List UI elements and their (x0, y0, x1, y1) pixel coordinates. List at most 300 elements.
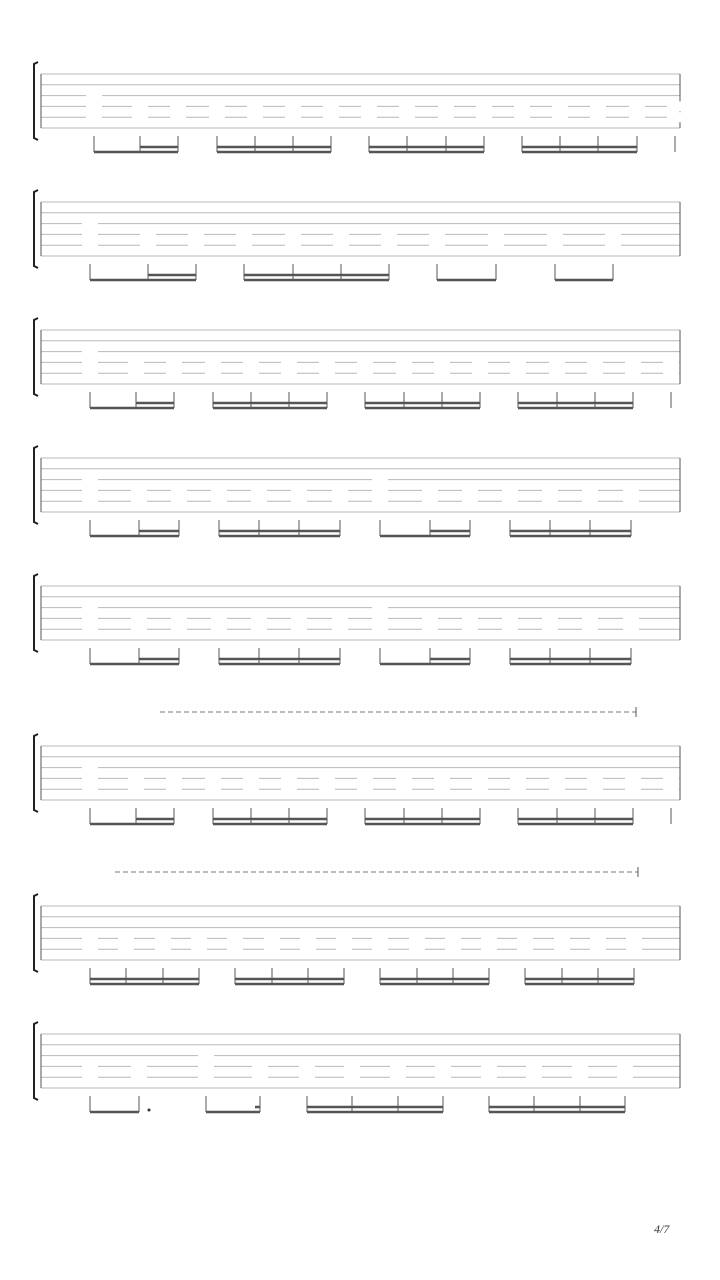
page-number: 4/7 (654, 1222, 670, 1236)
fret-bg (429, 229, 445, 239)
chord (205, 773, 221, 824)
fret-bg (188, 240, 204, 250)
chord (323, 101, 339, 152)
fret-bg (372, 624, 388, 634)
chord (336, 933, 352, 984)
fret-bg (82, 1072, 98, 1082)
chord (82, 219, 98, 280)
fret-bg (118, 944, 134, 954)
fret-bg (252, 1061, 268, 1071)
fret-bg (82, 784, 98, 794)
chord (171, 613, 187, 664)
fret-bg (299, 1072, 315, 1082)
fret-bg (285, 229, 301, 239)
fret-bg (357, 773, 373, 783)
fret-bg (171, 496, 187, 506)
fret-bg (390, 1061, 406, 1071)
chord (617, 1061, 633, 1112)
fret-bg (128, 784, 144, 794)
fret-bg (587, 357, 603, 367)
system-bracket (34, 62, 38, 140)
chord (422, 613, 438, 664)
fret-bg (587, 368, 603, 378)
fret-bg (336, 944, 352, 954)
fret-bg (291, 496, 307, 506)
fret-bg (131, 624, 147, 634)
fret-bg (663, 784, 679, 794)
tab-system (34, 62, 683, 152)
chord (481, 933, 497, 984)
fret-bg (623, 485, 639, 495)
fret-bg (128, 357, 144, 367)
fret-bg (170, 112, 186, 122)
chord (252, 1061, 268, 1112)
fret-bg (211, 624, 227, 634)
fret-bg (372, 944, 388, 954)
chord (291, 485, 307, 536)
fret-bg (82, 613, 98, 623)
chord (629, 101, 645, 152)
fret-bg (434, 784, 450, 794)
fret-bg (372, 933, 388, 943)
fret-bg (332, 624, 348, 634)
fret-bg (590, 101, 606, 111)
chord (623, 485, 639, 536)
fret-bg (82, 1061, 98, 1071)
tab-system (34, 707, 680, 824)
chord (399, 101, 415, 152)
chord (191, 933, 207, 984)
fret-bg (82, 496, 98, 506)
fret-bg (285, 112, 301, 122)
chord (344, 1061, 360, 1112)
fret-bg (243, 368, 259, 378)
fret-bg (140, 229, 156, 239)
chord (625, 357, 641, 408)
chord (357, 773, 373, 824)
fret-bg (319, 773, 335, 783)
chord (445, 933, 461, 984)
chord (171, 485, 187, 536)
fret-bg (542, 624, 558, 634)
chord (319, 357, 335, 408)
chord (300, 933, 316, 984)
fret-bg (625, 368, 641, 378)
fret-bg (264, 933, 280, 943)
fret-bg (481, 944, 497, 954)
fret-bg (281, 368, 297, 378)
fret-bg (582, 485, 598, 495)
fret-bg (549, 784, 565, 794)
fret-bg (82, 219, 98, 229)
fret-bg (86, 112, 102, 122)
chord (299, 1061, 315, 1112)
fret-bg (332, 496, 348, 506)
chord (251, 485, 267, 536)
fret-bg (243, 773, 259, 783)
fret-bg (488, 229, 504, 239)
fret-bg (396, 773, 412, 783)
fret-bg (243, 357, 259, 367)
chord (409, 933, 425, 984)
chord (155, 933, 171, 984)
chord (131, 613, 147, 664)
chord (281, 357, 297, 408)
chord (625, 773, 641, 824)
chord (372, 933, 388, 984)
fret-bg (663, 773, 679, 783)
fret-bg (434, 357, 450, 367)
fret-bg (445, 944, 461, 954)
fret-bg (462, 624, 478, 634)
fret-bg (372, 603, 388, 613)
fret-bg (299, 1061, 315, 1071)
chord (132, 101, 148, 152)
fret-bg (481, 933, 497, 943)
chord (82, 763, 98, 824)
fret-bg (86, 101, 102, 111)
fret-bg (481, 1072, 497, 1082)
fret-bg (438, 112, 454, 122)
fret-bg (510, 773, 526, 783)
fret-bg (429, 240, 445, 250)
chord (472, 357, 488, 408)
fret-bg (552, 112, 568, 122)
chord (517, 933, 533, 984)
chord (319, 773, 335, 824)
fret-bg (526, 1072, 542, 1082)
fret-bg (243, 784, 259, 794)
fret-bg (462, 613, 478, 623)
fret-bg (131, 1061, 147, 1071)
chord (281, 773, 297, 824)
fret-bg (281, 773, 297, 783)
fret-bg (336, 933, 352, 943)
chord (542, 613, 558, 664)
system-bracket (34, 446, 38, 524)
chord (663, 773, 679, 824)
chord (552, 101, 568, 152)
fret-bg (227, 944, 243, 954)
chord (211, 613, 227, 664)
chord (605, 229, 621, 280)
fret-bg (319, 784, 335, 794)
chord (554, 933, 570, 984)
fret-bg (549, 357, 565, 367)
fret-bg (361, 101, 377, 111)
fret-bg (291, 624, 307, 634)
chord (390, 1061, 406, 1112)
fret-bg (605, 229, 621, 239)
fret-bg (132, 101, 148, 111)
chord (82, 475, 98, 536)
fret-bg (629, 101, 645, 111)
fret-bg (171, 624, 187, 634)
fret-bg (128, 368, 144, 378)
chord (205, 357, 221, 408)
chord (357, 357, 373, 408)
fret-bg (617, 1072, 633, 1082)
chord (549, 357, 565, 408)
fret-bg (626, 933, 642, 943)
fret-bg (582, 496, 598, 506)
chord (663, 357, 679, 408)
chord (82, 933, 98, 984)
tab-system (34, 574, 680, 664)
fret-bg (319, 368, 335, 378)
fret-bg (357, 784, 373, 794)
fret-bg (285, 240, 301, 250)
fret-bg (590, 112, 606, 122)
fret-bg (251, 613, 267, 623)
fret-bg (155, 933, 171, 943)
chord (510, 773, 526, 824)
fret-bg (625, 784, 641, 794)
tab-system (34, 446, 680, 536)
fret-bg (409, 933, 425, 943)
fret-bg (667, 101, 683, 111)
fret-bg (438, 101, 454, 111)
system-bracket (34, 734, 38, 812)
fret-bg (323, 112, 339, 122)
chord (166, 773, 182, 824)
chord (198, 1051, 214, 1112)
fret-bg (510, 368, 526, 378)
fret-bg (372, 475, 388, 485)
fret-bg (372, 485, 388, 495)
chord (572, 1061, 588, 1112)
chord (462, 613, 478, 664)
fret-bg (554, 944, 570, 954)
fret-bg (131, 613, 147, 623)
chord (472, 773, 488, 824)
fret-bg (140, 240, 156, 250)
fret-bg (526, 1061, 542, 1071)
fret-bg (82, 475, 98, 485)
chord (514, 101, 530, 152)
chord (667, 101, 683, 152)
chord (227, 933, 243, 984)
fret-bg (396, 357, 412, 367)
chord (422, 485, 438, 536)
fret-bg (198, 1072, 214, 1082)
chord (372, 603, 388, 664)
fret-bg (291, 485, 307, 495)
fret-bg (502, 624, 518, 634)
fret-bg (171, 485, 187, 495)
fret-bg (300, 933, 316, 943)
fret-bg (625, 357, 641, 367)
chord (372, 475, 388, 536)
fret-bg (82, 240, 98, 250)
fret-bg (166, 368, 182, 378)
chord (333, 229, 349, 280)
fret-bg (554, 933, 570, 943)
fret-bg (128, 773, 144, 783)
fret-bg (344, 1061, 360, 1071)
system-bracket (34, 190, 38, 268)
fret-bg (198, 1051, 214, 1061)
fret-bg (476, 101, 492, 111)
fret-bg (409, 944, 425, 954)
fret-bg (211, 613, 227, 623)
chord (590, 933, 606, 984)
fret-bg (547, 229, 563, 239)
chord (549, 773, 565, 824)
fret-bg (502, 613, 518, 623)
fret-bg (170, 101, 186, 111)
fret-bg (166, 773, 182, 783)
fret-bg (300, 944, 316, 954)
fret-bg (291, 613, 307, 623)
fret-bg (205, 784, 221, 794)
chord (526, 1061, 542, 1112)
chord (510, 357, 526, 408)
fret-bg (626, 944, 642, 954)
fret-bg (198, 1061, 214, 1071)
fret-bg (605, 240, 621, 250)
fret-bg (82, 229, 98, 239)
chord (396, 773, 412, 824)
chord (131, 1061, 147, 1112)
fret-bg (82, 603, 98, 613)
fret-bg (667, 112, 683, 122)
chord (243, 773, 259, 824)
fret-bg (236, 229, 252, 239)
fret-bg (629, 112, 645, 122)
fret-bg (422, 613, 438, 623)
chord (166, 357, 182, 408)
fret-bg (227, 933, 243, 943)
fret-bg (82, 347, 98, 357)
fret-bg (502, 496, 518, 506)
fret-bg (82, 763, 98, 773)
fret-bg (252, 1072, 268, 1082)
chord (170, 101, 186, 152)
fret-bg (462, 496, 478, 506)
fret-bg (590, 944, 606, 954)
fret-bg (131, 485, 147, 495)
chord (587, 773, 603, 824)
fret-bg (82, 624, 98, 634)
chord (211, 485, 227, 536)
chord (396, 357, 412, 408)
fret-bg (281, 784, 297, 794)
fret-bg (549, 368, 565, 378)
system-bracket (34, 574, 38, 652)
chord (82, 603, 98, 664)
chord (251, 613, 267, 664)
fret-bg (319, 357, 335, 367)
chord (502, 613, 518, 664)
chord (429, 229, 445, 280)
chord (86, 91, 102, 152)
fret-bg (472, 784, 488, 794)
fret-bg (488, 240, 504, 250)
fret-bg (572, 1061, 588, 1071)
fret-bg (188, 229, 204, 239)
fret-bg (542, 485, 558, 495)
fret-bg (191, 933, 207, 943)
fret-bg (617, 1061, 633, 1071)
fret-bg (390, 1072, 406, 1082)
fret-bg (623, 624, 639, 634)
chord (361, 101, 377, 152)
fret-bg (549, 773, 565, 783)
fret-bg (82, 933, 98, 943)
tab-system (34, 190, 680, 280)
tab-system (34, 1022, 680, 1112)
fret-bg (264, 944, 280, 954)
fret-bg (211, 496, 227, 506)
system-bracket (34, 894, 38, 972)
chord (582, 613, 598, 664)
fret-bg (663, 357, 679, 367)
fret-bg (472, 368, 488, 378)
fret-bg (236, 240, 252, 250)
fret-bg (171, 613, 187, 623)
fret-bg (399, 112, 415, 122)
fret-bg (372, 496, 388, 506)
chord (476, 101, 492, 152)
fret-bg (582, 613, 598, 623)
fret-bg (514, 112, 530, 122)
fret-bg (82, 357, 98, 367)
chord (462, 485, 478, 536)
fret-bg (82, 368, 98, 378)
fret-bg (542, 496, 558, 506)
chord (582, 485, 598, 536)
chord (438, 101, 454, 152)
fret-bg (209, 112, 225, 122)
fret-bg (514, 101, 530, 111)
fret-bg (251, 496, 267, 506)
chord (502, 485, 518, 536)
chord (481, 1061, 497, 1112)
fret-bg (510, 784, 526, 794)
fret-bg (357, 357, 373, 367)
fret-bg (481, 1061, 497, 1071)
fret-bg (82, 944, 98, 954)
fret-bg (251, 624, 267, 634)
fret-bg (399, 101, 415, 111)
fret-bg (381, 229, 397, 239)
fret-bg (422, 496, 438, 506)
fret-bg (587, 773, 603, 783)
fret-bg (132, 112, 148, 122)
chord (131, 485, 147, 536)
chord (82, 347, 98, 408)
chord (188, 229, 204, 280)
fret-bg (131, 496, 147, 506)
fret-bg (118, 933, 134, 943)
fret-bg (472, 357, 488, 367)
fret-bg (547, 240, 563, 250)
dotted-rhythm (148, 1109, 151, 1112)
fret-bg (247, 112, 263, 122)
chord (285, 101, 301, 152)
chord (128, 357, 144, 408)
fret-bg (131, 1072, 147, 1082)
fret-bg (281, 357, 297, 367)
chord (264, 933, 280, 984)
fret-bg (251, 485, 267, 495)
fret-bg (582, 624, 598, 634)
fret-bg (502, 485, 518, 495)
chord (590, 101, 606, 152)
chord (434, 773, 450, 824)
chord (626, 933, 642, 984)
